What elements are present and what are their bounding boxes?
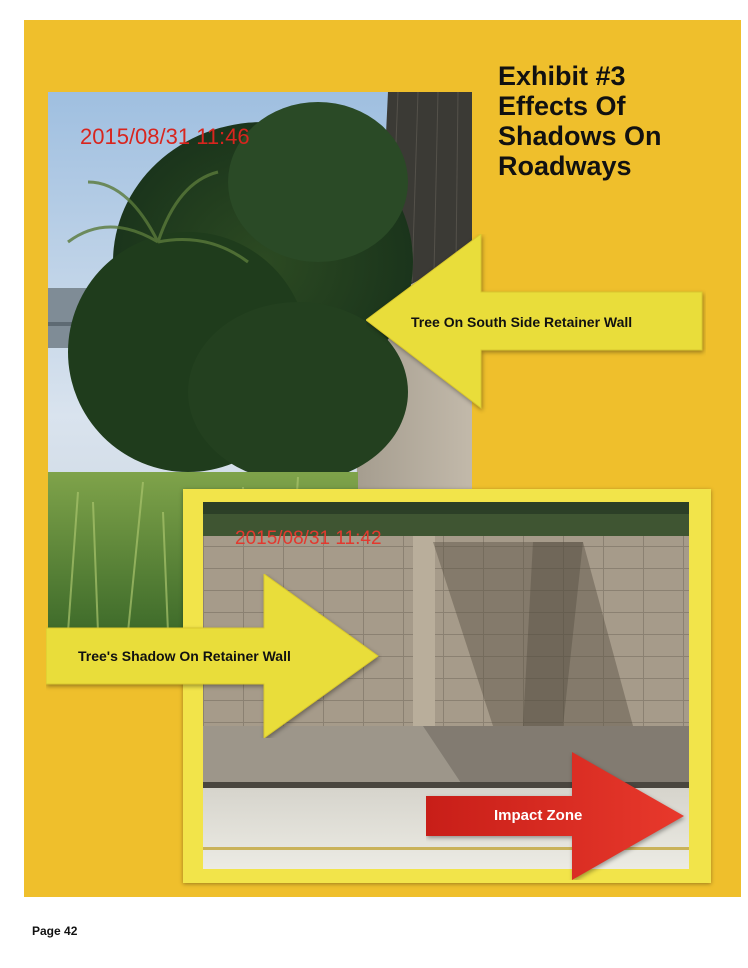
page-number: Page 42: [32, 924, 78, 938]
title-line-2: Effects Of: [498, 91, 626, 121]
title-line-4: Roadways: [498, 151, 632, 181]
tree-arrow-label: Tree On South Side Retainer Wall: [411, 314, 633, 330]
photo-timestamp-2: 2015/08/31 11:42: [235, 528, 382, 549]
impact-zone-label: Impact Zone: [494, 807, 583, 824]
shadow-arrow-label: Tree's Shadow On Retainer Wall: [78, 648, 291, 664]
exhibit-title: [498, 61, 738, 181]
title-line-1: Exhibit #3: [498, 61, 626, 91]
title-line-3: Shadows On: [498, 121, 662, 151]
photo-timestamp: 2015/08/31 11:46: [80, 124, 250, 149]
